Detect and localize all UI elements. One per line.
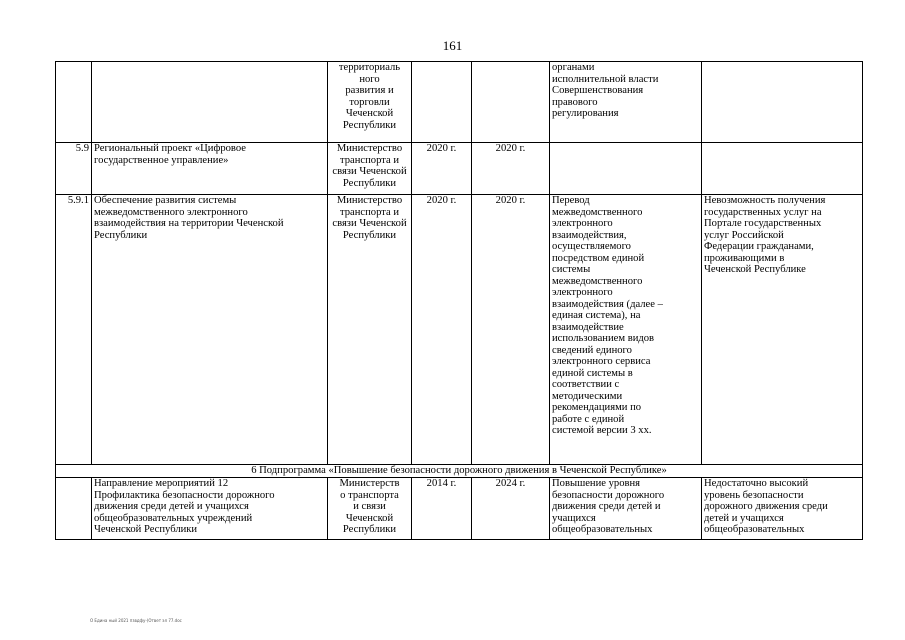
table-row bbox=[56, 143, 863, 195]
start-year: 2014 г. bbox=[412, 478, 472, 540]
subprogram-header: 6 Подпрограмма «Повышение безопасности дорожного движения в Чеченской Республике» bbox=[56, 465, 863, 478]
start-year: 2020 г. bbox=[412, 195, 472, 465]
end-year: 2020 г. bbox=[472, 195, 550, 465]
row-number: 5.9 bbox=[56, 143, 92, 195]
responsible-executor: Министерство транспорта и связи Чеченской Республики bbox=[328, 195, 412, 465]
expected-result: Повышение уровня безопасности дорожного движения среди детей и учащихся общеобразовательных bbox=[550, 478, 702, 540]
expected-result bbox=[550, 143, 702, 195]
non-implementation-consequence: Невозможность получения государственных услуг на Портале государственных услуг Российской Федерации гражданами, проживающими в Чеченской Республике bbox=[702, 195, 863, 465]
measure-name bbox=[92, 62, 328, 143]
measure-name: Региональный проект «Цифровое государственное управление» bbox=[92, 143, 328, 195]
subprogram-header-row bbox=[56, 465, 863, 478]
end-year bbox=[472, 62, 550, 143]
measure-name: Направление мероприятий 12 Профилактика безопасности дорожного движения среди детей и учащихся общеобразовательных учреждений Чеченской Республики bbox=[92, 478, 328, 540]
responsible-executor: территориаль ного развития и торговли Чеченской Республики bbox=[328, 62, 412, 143]
measure-name: Обеспечение развития системы межведомственного электронного взаимодействия на территории Чеченской Республики bbox=[92, 195, 328, 465]
row-number bbox=[56, 62, 92, 143]
page-number: 161 bbox=[442, 38, 463, 53]
expected-result: Перевод межведомственного электронного взаимодействия, осуществляемого посредством единой системы межведомственного электронного взаимодействия (далее – единая система), на взаимодействие использованием видов сведений единого электронного сервиса единой системы в соответствии с методическими рекомендациями по работе с единой системой версии 3 хх. bbox=[550, 195, 702, 465]
expected-result: органами исполнительной власти Совершенствования правового регулирования bbox=[550, 62, 702, 143]
row-number: 5.9.1 bbox=[56, 195, 92, 465]
end-year: 2020 г. bbox=[472, 143, 550, 195]
row-number bbox=[56, 478, 92, 540]
table-row bbox=[56, 478, 863, 540]
non-implementation-consequence bbox=[702, 143, 863, 195]
footer-file-note: О Едина ный 2021 пзвдфу-(Ответ эл 77.doc bbox=[90, 618, 182, 623]
start-year bbox=[412, 62, 472, 143]
responsible-executor: Министерство транспорта и связи Чеченской Республики bbox=[328, 143, 412, 195]
table-row bbox=[56, 195, 863, 465]
non-implementation-consequence bbox=[702, 62, 863, 143]
measures-table bbox=[55, 61, 863, 540]
start-year: 2020 г. bbox=[412, 143, 472, 195]
end-year: 2024 г. bbox=[472, 478, 550, 540]
table-row bbox=[56, 62, 863, 143]
responsible-executor: Министерств о транспорта и связи Чеченской Республики bbox=[328, 478, 412, 540]
non-implementation-consequence: Недостаточно высокий уровень безопасности дорожного движения среди детей и учащихся общеобразовательных bbox=[702, 478, 863, 540]
